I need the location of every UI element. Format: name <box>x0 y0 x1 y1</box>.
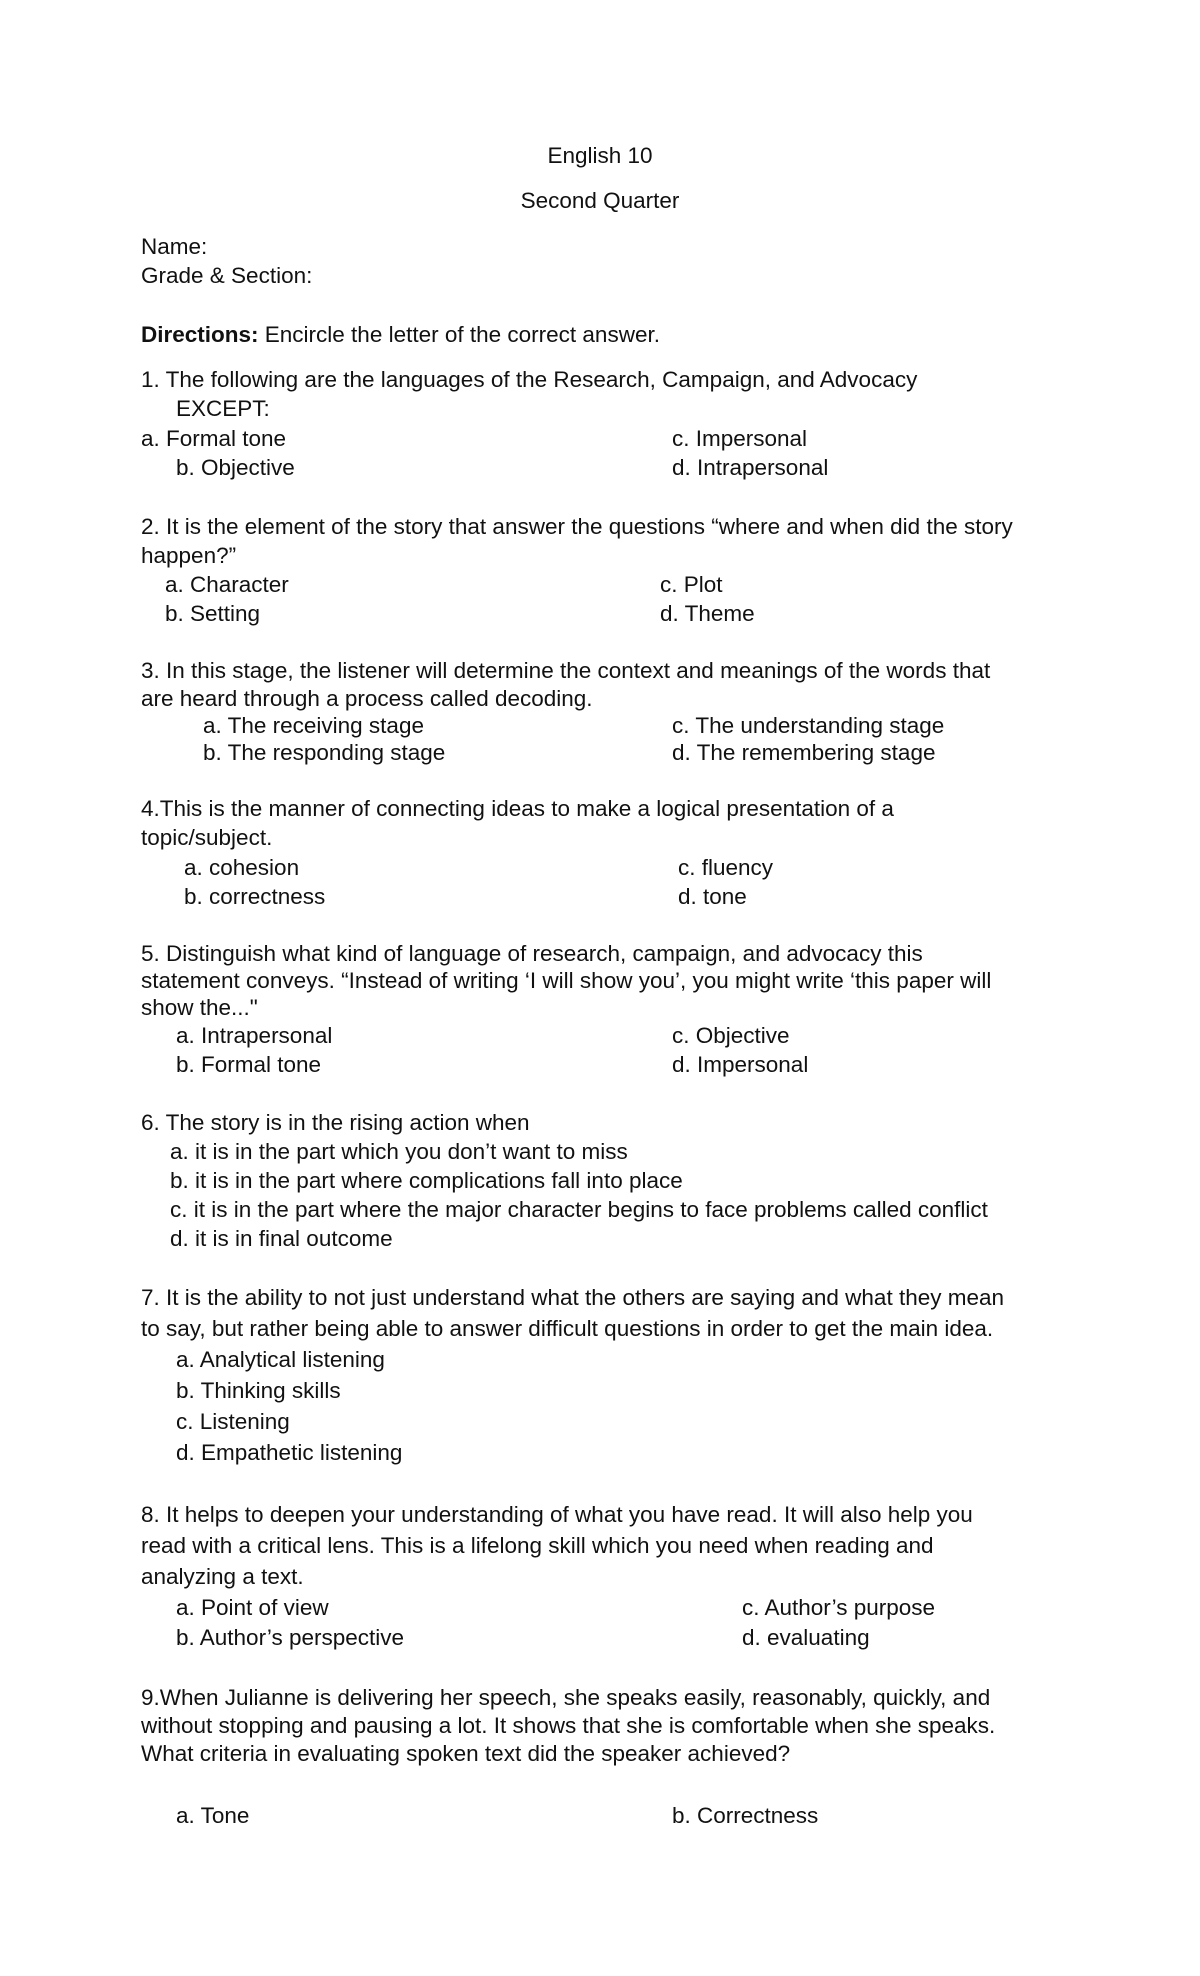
question-6-line-1: 6. The story is in the rising action when <box>141 1110 530 1135</box>
subject-title: English 10 <box>547 143 653 168</box>
question-4-line-2: topic/subject. <box>141 825 273 850</box>
q6-choice-d: d. it is in final outcome <box>170 1226 393 1251</box>
question-8-line-1: 8. It helps to deepen your understanding of what you have read. It will also help you <box>141 1502 973 1527</box>
q4-choice-a: a. cohesion <box>184 855 300 880</box>
directions-label: Directions: <box>141 322 259 347</box>
question-4-line-1: 4.This is the manner of connecting ideas to make a logical presentation of a <box>141 796 894 821</box>
q1-choice-a: a. Formal tone <box>141 426 287 451</box>
q3-choice-d: d. The remembering stage <box>672 740 936 765</box>
q4-choice-b: b. correctness <box>184 884 326 909</box>
q3-choice-c: c. The understanding stage <box>672 713 945 738</box>
q5-choice-c: c. Objective <box>672 1023 790 1048</box>
name-label: Name: <box>141 234 208 259</box>
question-5-line-3: show the..." <box>141 995 258 1020</box>
question-2-line-1: 2. It is the element of the story that answer the questions “where and when did the story <box>141 514 1013 539</box>
question-3-line-1: 3. In this stage, the listener will determine the context and meanings of the words that <box>141 658 991 683</box>
q9-choice-a: a. Tone <box>176 1803 250 1828</box>
q5-choice-a: a. Intrapersonal <box>176 1023 333 1048</box>
grade-section-label: Grade & Section: <box>141 263 313 288</box>
question-3-line-2: are heard through a process called decoding. <box>141 686 593 711</box>
question-2-line-2: happen?” <box>141 543 237 568</box>
q7-choice-c: c. Listening <box>176 1409 290 1434</box>
q8-choice-a: a. Point of view <box>176 1595 329 1620</box>
q7-choice-b: b. Thinking skills <box>176 1378 341 1403</box>
q6-choice-b: b. it is in the part where complications fall into place <box>170 1168 683 1193</box>
q1-choice-c: c. Impersonal <box>672 426 808 451</box>
question-8-line-3: analyzing a text. <box>141 1564 304 1589</box>
q8-choice-d: d. evaluating <box>742 1625 870 1650</box>
question-7-line-1: 7. It is the ability to not just understand what the others are saying and what they mean <box>141 1285 1005 1310</box>
q7-choice-a: a. Analytical listening <box>176 1347 385 1372</box>
question-1-line-1: 1. The following are the languages of the Research, Campaign, and Advocacy <box>141 367 918 392</box>
question-9-line-1: 9.When Julianne is delivering her speech, she speaks easily, reasonably, quickly, and <box>141 1685 991 1710</box>
q6-choice-a: a. it is in the part which you don’t want to miss <box>170 1139 628 1164</box>
directions-text: Encircle the letter of the correct answer. <box>258 322 660 347</box>
question-7-line-2: to say, but rather being able to answer difficult questions in order to get the main idea. <box>141 1316 994 1341</box>
question-9-line-3: What criteria in evaluating spoken text did the speaker achieved? <box>141 1741 791 1766</box>
question-9-line-2: without stopping and pausing a lot. It shows that she is comfortable when she speaks. <box>141 1713 996 1738</box>
q2-choice-b: b. Setting <box>165 601 261 626</box>
q3-choice-a: a. The receiving stage <box>203 713 424 738</box>
q6-choice-c: c. it is in the part where the major character begins to face problems called conflict <box>170 1197 988 1222</box>
q2-choice-c: c. Plot <box>660 572 723 597</box>
q5-choice-b: b. Formal tone <box>176 1052 322 1077</box>
q9-choice-b: b. Correctness <box>672 1803 819 1828</box>
question-5-line-2: statement conveys. “Instead of writing ‘I will show you’, you might write ‘this paper will <box>141 968 992 993</box>
q4-choice-c: c. fluency <box>678 855 774 880</box>
q1-choice-d: d. Intrapersonal <box>672 455 829 480</box>
question-8-line-2: read with a critical lens. This is a lifelong skill which you need when reading and <box>141 1533 934 1558</box>
directions <box>141 320 660 349</box>
q8-choice-b: b. Author’s perspective <box>176 1625 405 1650</box>
q8-choice-c: c. Author’s purpose <box>742 1595 936 1620</box>
q7-choice-d: d. Empathetic listening <box>176 1440 403 1465</box>
q5-choice-d: d. Impersonal <box>672 1052 809 1077</box>
quarter-title: Second Quarter <box>520 188 680 213</box>
question-5-line-1: 5. Distinguish what kind of language of research, campaign, and advocacy this <box>141 941 923 966</box>
q3-choice-b: b. The responding stage <box>203 740 446 765</box>
q2-choice-d: d. Theme <box>660 601 755 626</box>
q4-choice-d: d. tone <box>678 884 747 909</box>
question-1-line-2: EXCEPT: <box>176 396 270 421</box>
q2-choice-a: a. Character <box>165 572 289 597</box>
q1-choice-b: b. Objective <box>176 455 295 480</box>
